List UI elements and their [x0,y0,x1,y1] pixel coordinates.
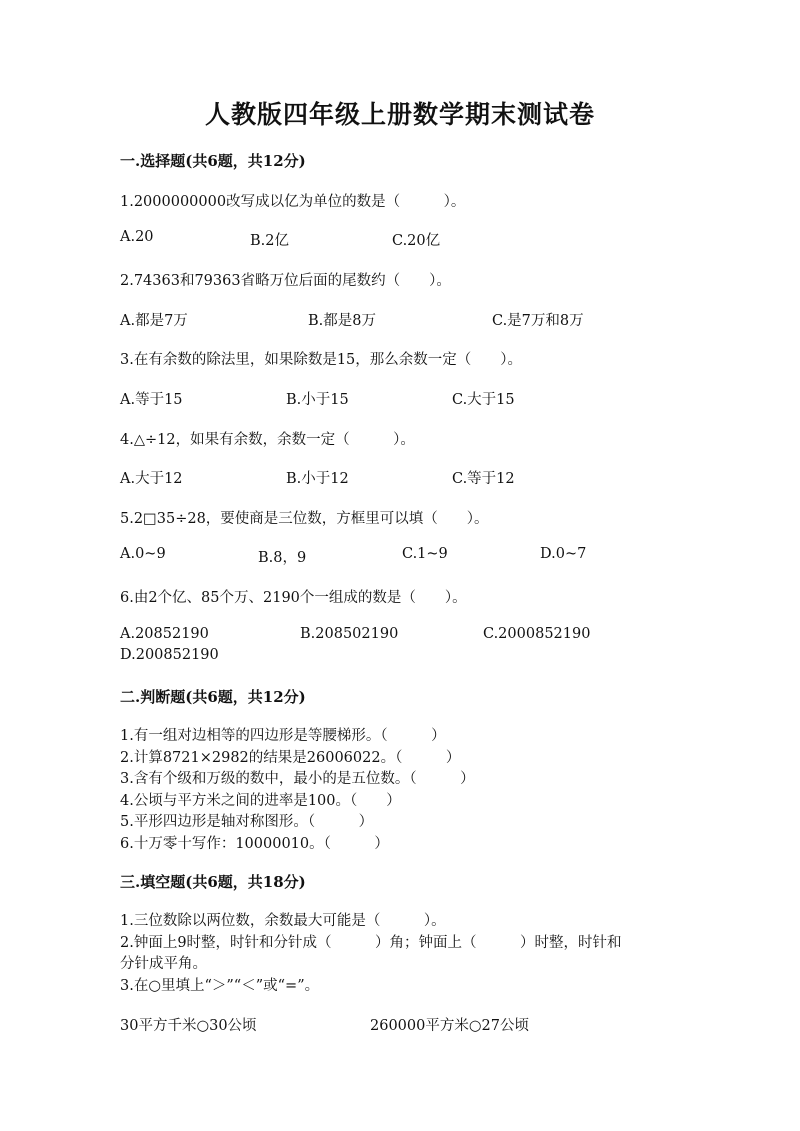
fill-item: 2.钟面上9时整，时针和分针成（ ）角；钟面上（ ）时整，时针和 [120,935,622,951]
question-text: 1.2000000000改写成以亿为单位的数是（ ）。 [120,194,466,210]
question-text: 4.△÷12，如果有余数，余数一定（ ）。 [120,432,415,448]
option-c: C.大于15 [452,392,515,408]
option-b: B.2亿 [250,233,289,249]
statement-item: 3.含有个级和万级的数中，最小的是五位数。（ ） [120,771,475,787]
option-a: A.0~9 [120,546,166,562]
option-b: B.都是8万 [308,313,376,329]
statement-item: 2.计算8721×2982的结果是26006022。（ ） [120,750,461,766]
option-c: C.1~9 [402,546,448,562]
page-title: 人教版四年级上册数学期末测试卷 [204,100,595,129]
statement-item: 5.平形四边形是轴对称图形。（ ） [120,814,374,830]
statement-item: 6.十万零十写作：10000010。（ ） [120,836,389,852]
option-a: A.都是7万 [120,313,188,329]
option-c: C.是7万和8万 [492,313,584,329]
option-b: B.8，9 [258,550,307,566]
option-a: A.等于15 [120,392,183,408]
question-text: 2.74363和79363省略万位后面的尾数约（ ）。 [120,273,451,289]
question-text: 3.在有余数的除法里，如果除数是15，那么余数一定（ ）。 [120,352,523,368]
option-b: B.小于12 [286,471,349,487]
option-a: A.20852190 [120,626,209,642]
fill-item: 1.三位数除以两位数，余数最大可能是（ ）。 [120,913,446,929]
fill-item: 分针成平角。 [120,956,207,972]
question-text: 6.由2个亿、85个万、2190个一组成的数是（ ）。 [120,590,467,606]
option-d: D.0~7 [540,546,587,562]
option-c: C.20亿 [392,233,441,249]
compare-item: 260000平方米○27公顷 [370,1018,529,1034]
option-d: D.200852190 [120,647,219,663]
statement-item: 4.公顷与平方米之间的进率是100。（ ） [120,793,401,809]
option-b: B.208502190 [300,626,399,642]
section-heading-choice: 一.选择题(共6题，共12分) [120,152,306,170]
option-c: C.等于12 [452,471,515,487]
statement-item: 1.有一组对边相等的四边形是等腰梯形。（ ） [120,728,446,744]
option-c: C.2000852190 [483,626,591,642]
fill-item: 3.在○里填上“＞”“＜”或“=”。 [120,978,320,994]
compare-item: 30平方千米○30公顷 [120,1018,257,1034]
option-a: A.20 [120,229,154,245]
option-b: B.小于15 [286,392,349,408]
question-text: 5.2□35÷28，要使商是三位数，方框里可以填（ ）。 [120,511,489,527]
option-a: A.大于12 [120,471,183,487]
section-heading-judge: 二.判断题(共6题，共12分) [120,688,306,706]
section-heading-fill: 三.填空题(共6题，共18分) [120,873,306,891]
